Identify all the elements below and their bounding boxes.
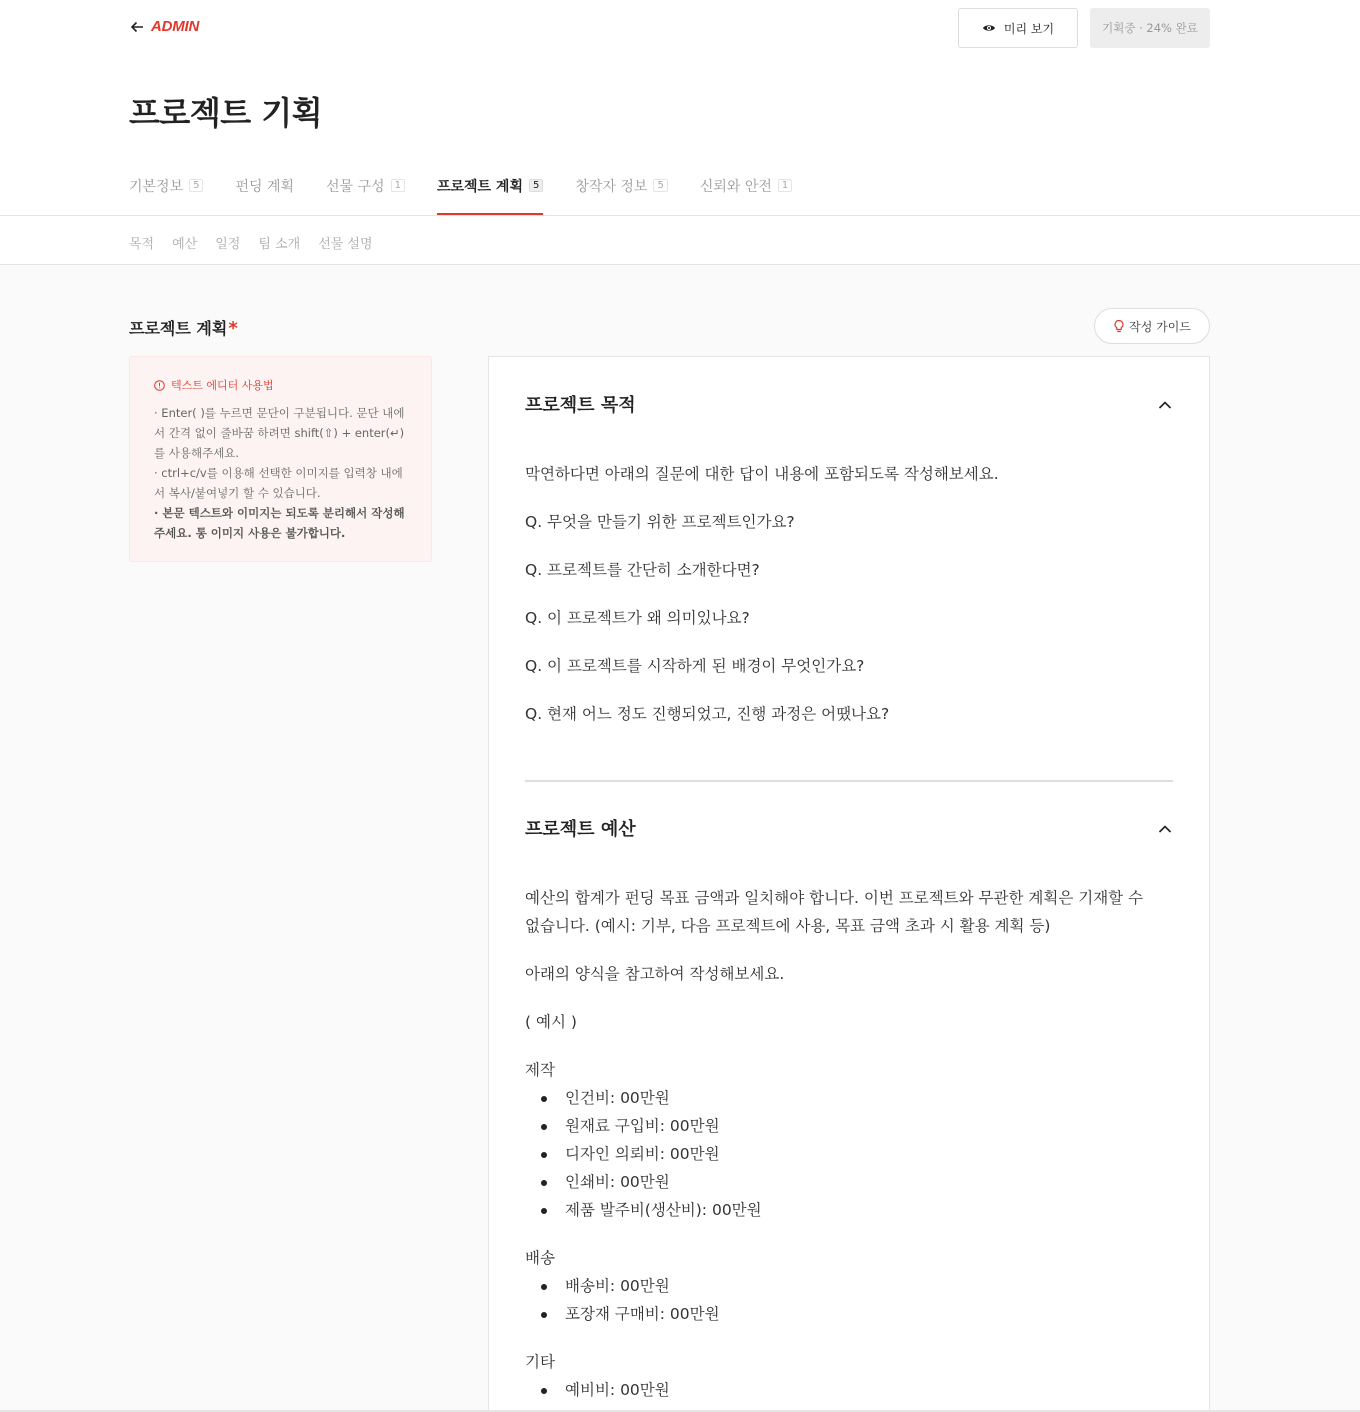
tab-count: 5 [653,179,667,192]
subnav-purpose[interactable]: 목적 [129,237,155,252]
tip-line: · Enter( )를 누르면 문단이 구분됩니다. 문단 내에 [154,406,405,420]
editor-tip-box [129,356,432,562]
tab-rewards[interactable]: 선물 구성 1 [326,176,405,215]
eye-icon [982,23,996,33]
chevron-up-icon[interactable] [1157,397,1173,413]
budget-item: 제품 발주비(생산비): 00만원 [541,1196,762,1224]
writing-guide-button[interactable] [1094,308,1210,344]
tab-project-plan[interactable]: 프로젝트 계획 5 [437,176,543,215]
budget-item: 원재료 구입비: 00만원 [541,1112,720,1140]
budget-item: 포장재 구매비: 00만원 [541,1300,720,1328]
main-tabs [129,176,824,215]
budget-group-title: 기타 [525,1353,555,1371]
purpose-title: 프로젝트 목적 [525,395,636,416]
purpose-intro: 막연하다면 아래의 질문에 대한 답이 내용에 포함되도록 작성해보세요. [525,465,999,483]
sub-navigation [0,215,1360,265]
status-button: 기획중 · 24% 완료 [1090,8,1210,48]
purpose-question: Q. 이 프로젝트를 시작하게 된 배경이 무엇인가요? [525,657,865,675]
tip-line: 를 사용해주세요. [154,446,240,460]
budget-item: 인쇄비: 00만원 [541,1168,670,1196]
budget-item: 예비비: 00만원 [541,1376,670,1404]
budget-header[interactable] [525,815,1173,845]
budget-example: ( 예시 ) [525,1013,577,1031]
purpose-question: Q. 이 프로젝트가 왜 의미있나요? [525,609,750,627]
tip-line: 주세요. 통 이미지 사용은 불가합니다. [154,526,346,540]
tab-count: 5 [529,179,543,192]
purpose-question: Q. 현재 어느 정도 진행되었고, 진행 과정은 어땠나요? [525,705,890,723]
section-title: 프로젝트 계획* [129,318,238,339]
chevron-up-icon[interactable] [1157,821,1173,837]
subnav-team[interactable]: 팀 소개 [258,237,301,252]
preview-button[interactable] [958,8,1078,48]
budget-group-title: 배송 [525,1249,555,1267]
tab-funding-plan[interactable]: 펀딩 계획 [235,179,295,195]
tab-count: 1 [391,179,405,192]
writing-guide-label: 작성 가이드 [1129,319,1191,334]
purpose-question: Q. 무엇을 만들기 위한 프로젝트인가요? [525,513,795,531]
admin-brand: ADMIN [151,18,200,35]
purpose-question: Q. 프로젝트를 간단히 소개한다면? [525,561,760,579]
tab-basic-info[interactable]: 기본정보 5 [129,176,203,215]
budget-item: 배송비: 00만원 [541,1272,670,1300]
top-bar [129,8,1210,48]
section-divider [525,780,1173,782]
preview-label: 미리 보기 [1003,21,1055,36]
budget-desc: 예산의 합계가 펀딩 목표 금액과 일치해야 합니다. 이번 프로젝트와 무관한 계획은 기재할 수 [525,889,1144,907]
page-title: 프로젝트 기획 [129,94,323,132]
tip-line: 서 복사/붙여넣기 할 수 있습니다. [154,486,321,500]
tab-count: 5 [189,179,203,192]
required-mark: * [228,318,238,339]
tab-creator-info[interactable]: 창작자 정보 5 [575,176,667,215]
lightbulb-icon [1113,319,1125,333]
budget-title: 프로젝트 예산 [525,819,636,840]
budget-ref: 아래의 양식을 참고하여 작성해보세요. [525,965,785,983]
tab-count: 1 [778,179,792,192]
budget-group-title: 제작 [525,1061,555,1079]
top-header [0,0,1360,215]
tip-header: 텍스트 에디터 사용법 [154,377,407,393]
tip-line: 서 간격 없이 줄바꿈 하려면 shift(⇧) + enter(↵) [154,426,405,440]
budget-item: 디자인 의뢰비: 00만원 [541,1140,720,1168]
info-icon [154,380,165,391]
purpose-header[interactable] [525,391,1173,421]
budget-desc: 없습니다. (예시: 기부, 다음 프로젝트에 사용, 목표 금액 초과 시 활용 계획 등) [525,917,1051,935]
tip-line: · 본문 텍스트와 이미지는 되도록 분리해서 작성해 [154,506,405,520]
subnav-schedule[interactable]: 일정 [215,237,241,252]
subnav-rewards-desc[interactable]: 선물 설명 [318,237,373,252]
budget-item: 인건비: 00만원 [541,1084,670,1112]
back-button[interactable] [129,18,199,35]
tip-line: · ctrl+c/v를 이용해 선택한 이미지를 입력창 내에 [154,466,403,480]
editor-panel[interactable] [488,356,1210,1412]
subnav-budget[interactable]: 예산 [172,237,198,252]
arrow-left-icon [129,19,145,35]
tab-trust-safety[interactable]: 신뢰와 안전 1 [700,176,792,215]
